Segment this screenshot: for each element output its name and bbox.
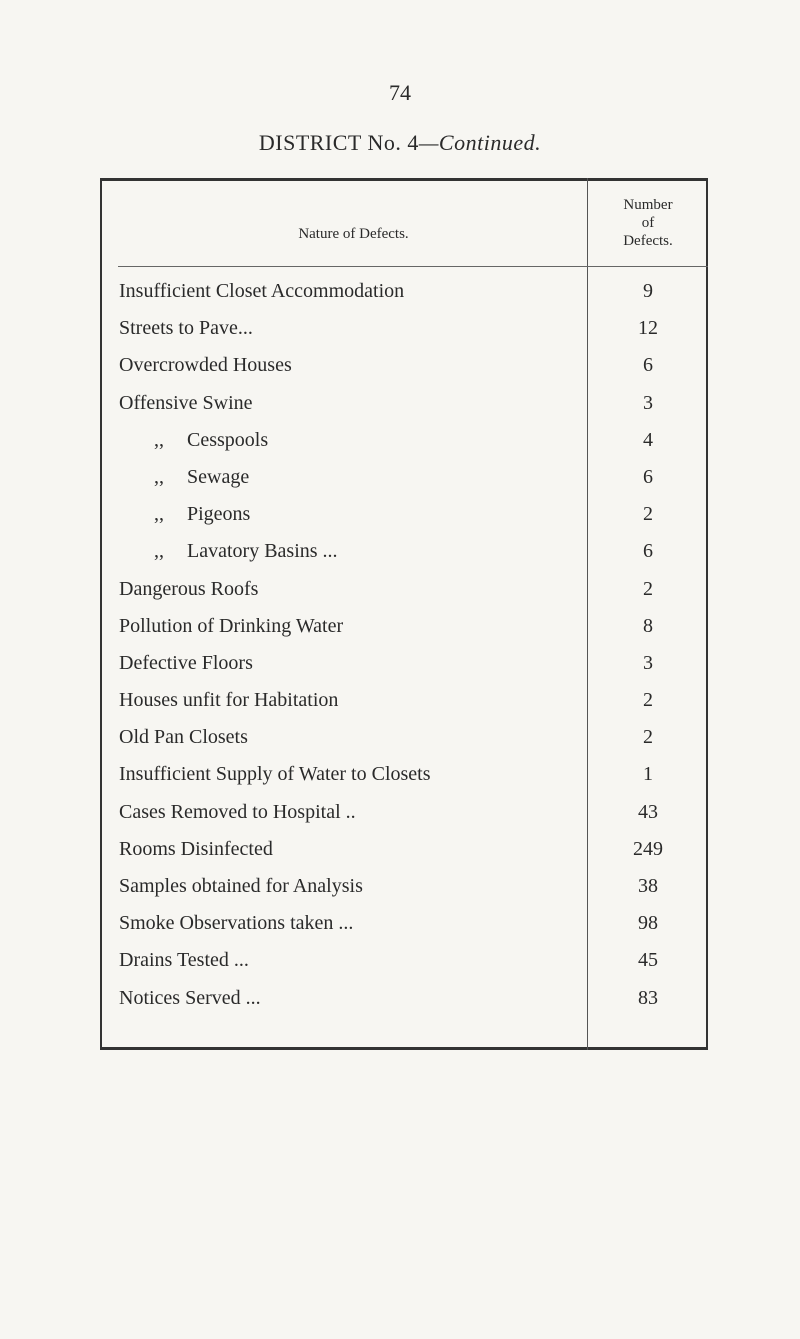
row-label-text: Rooms Disinfected (119, 837, 273, 860)
row-label-text: Old Pan Closets (119, 726, 248, 749)
header-number-line: Number (623, 197, 673, 213)
row-label (119, 689, 338, 712)
ditto-mark: ,, (154, 540, 164, 563)
row-label (119, 875, 363, 898)
row-value: 83 (638, 986, 658, 1009)
row-label-text: Drains Tested ... (119, 949, 249, 972)
row-value: 8 (643, 614, 653, 637)
row-value: 4 (643, 428, 653, 451)
row-label-text: Houses unfit for Habitation (119, 689, 339, 712)
row-value: 249 (633, 837, 663, 860)
row-label-text: Pigeons (187, 503, 251, 526)
row-value: 2 (643, 689, 653, 712)
row-value: 6 (643, 540, 653, 563)
row-label (154, 503, 251, 526)
table-row (100, 838, 708, 875)
row-label-text: Defective Floors (119, 651, 253, 674)
table-row (100, 354, 708, 391)
table-row (100, 949, 708, 986)
row-label-text: Notices Served ... (119, 986, 261, 1009)
row-value: 1 (643, 763, 653, 786)
row-label (119, 801, 356, 824)
row-label (119, 317, 253, 340)
table-row (100, 689, 708, 726)
ditto-mark: ,, (154, 503, 164, 526)
table-row (100, 987, 708, 1024)
row-label-text: Cases Removed to Hospital .. (119, 800, 356, 823)
row-value: 3 (643, 651, 653, 674)
row-value: 2 (643, 726, 653, 749)
row-value: 6 (643, 465, 653, 488)
row-label-text: Dangerous Roofs (119, 577, 259, 600)
table-row (100, 503, 708, 540)
row-label (119, 578, 258, 601)
heading-continued: —Continued. (418, 130, 542, 155)
row-value: 2 (643, 577, 653, 600)
row-label-text: Cesspools (187, 428, 269, 451)
row-label (119, 392, 253, 415)
row-value: 43 (638, 800, 658, 823)
header-number-line: of (641, 215, 655, 231)
row-value: 38 (638, 875, 658, 897)
row-label (154, 465, 250, 489)
row-label (119, 763, 431, 786)
row-label (119, 615, 343, 638)
row-value: 45 (638, 949, 658, 972)
header-nature-of-defects: Nature of Defects. (298, 226, 409, 242)
row-value: 9 (643, 280, 653, 302)
header-number-line: Defects. (623, 233, 673, 249)
row-label (154, 428, 269, 452)
table-body (100, 280, 708, 1024)
row-label (119, 949, 249, 972)
row-label-text: Overcrowded Houses (119, 354, 292, 377)
table-row (100, 652, 708, 689)
row-label-text: Streets to Pave... (119, 317, 253, 340)
table-row (100, 392, 708, 429)
row-label (119, 354, 292, 377)
row-label-text: Samples obtained for Analysis (119, 875, 363, 897)
table-row (100, 912, 708, 949)
table-row (100, 578, 708, 615)
table-row (100, 801, 708, 838)
header-number-of-defects (588, 196, 708, 250)
row-label (119, 726, 248, 749)
heading-main: DISTRICT No. 4 (258, 130, 419, 155)
row-label (119, 280, 404, 303)
table-row (100, 429, 708, 466)
row-value: 98 (638, 912, 658, 935)
table-row (100, 726, 708, 763)
row-label-text: Lavatory Basins ... (187, 540, 338, 563)
row-label (119, 838, 273, 861)
row-label-text: Smoke Observations taken ... (119, 912, 354, 935)
row-value: 3 (643, 391, 653, 414)
table-row (100, 540, 708, 577)
page-heading (0, 130, 800, 156)
ditto-mark: ,, (154, 428, 164, 451)
table-row (100, 317, 708, 354)
table-row (100, 466, 708, 503)
row-label (154, 540, 338, 563)
table-row (100, 280, 708, 317)
row-value: 12 (638, 317, 658, 340)
table-row (100, 615, 708, 652)
row-label-text: Insufficient Supply of Water to Closets (119, 763, 431, 786)
table-row (100, 875, 708, 912)
row-label-text: Insufficient Closet Accommodation (119, 280, 405, 302)
table-header (100, 178, 708, 268)
page-number: 74 (389, 80, 411, 105)
row-value: 6 (643, 354, 653, 377)
ditto-mark: ,, (154, 465, 164, 488)
table-row (100, 763, 708, 800)
header-rule (118, 266, 708, 267)
row-label-text: Offensive Swine (119, 391, 253, 414)
row-label-text: Pollution of Drinking Water (119, 614, 344, 637)
row-label (119, 987, 261, 1010)
row-label (119, 912, 353, 935)
row-label-text: Sewage (187, 465, 250, 488)
row-value: 2 (643, 503, 653, 526)
row-label (119, 652, 253, 675)
